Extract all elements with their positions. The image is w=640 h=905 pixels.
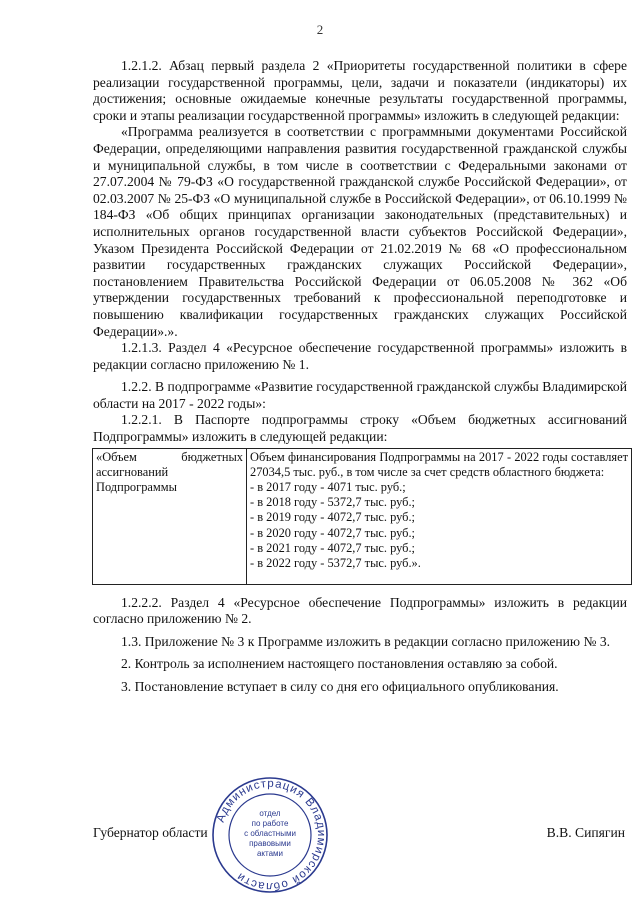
paragraph-program-quote: «Программа реализуется в соответствии с программными документами Российской Федерации, определяющими направления развития государственной гражданской службы и муниципальной службы, в том числе в соответствии с Федеральными законами от 27.07.2004 № 79-ФЗ «О государственной гражданской службе Российской Федерации», от 02.03.2007 № 25-ФЗ «О муниципальной службе в Российской Федерации», от 06.10.1999 № 184-ФЗ «Об общих принципах организации законодательных (представительных) и исполнительных органов государственной власти субъектов Российской Федерации», Указом Президента Российской Федерации от 21.02.2019 № 68 «О профессиональном развитии государственных гражданских служащих Российской Федерации», постановлением Правительства Российской Федерации от 06.05.2008 № 362 «Об утверждении государственных требований к профессиональной переподготовке и повышению квалификации государственных гражданских служащих Российской Федерации».».: [93, 124, 627, 339]
paragraph-1-2-2-2: 1.2.2.2. Раздел 4 «Ресурсное обеспечение Подпрограммы» изложить в редакции согласно приложению № 2.: [93, 594, 627, 627]
paragraph-1-3: 1.3. Приложение № 3 к Программе изложить в редакции согласно приложению № 3.: [121, 633, 611, 649]
stamp-center-line: по работе: [251, 819, 289, 828]
signatory-name: В.В. Сипягин: [546, 825, 625, 840]
paragraph-1-2-1-2: 1.2.1.2. Абзац первый раздела 2 «Приоритеты государственной политики в сфере реализации государственной программы, цели, задачи и показатели (индикаторы) их достижения; основные ожидаемые конечные результаты государственной программы, сроки и этапы реализации государственной программы» изложить в следующей редакции:: [93, 58, 627, 123]
budget-label-line: ассигнований: [96, 464, 169, 479]
budget-year-line: - в 2020 году - 4072,7 тыс. руб.;: [250, 525, 415, 540]
paragraph-3: 3. Постановление вступает в силу со дня его официального опубликования.: [121, 679, 559, 695]
stamp-center-line: правовыми: [249, 839, 291, 848]
table-row: [93, 448, 632, 584]
budget-row-label-cell: [93, 448, 247, 584]
budget-table: [92, 448, 632, 585]
stamp-center-line: актами: [256, 849, 284, 858]
official-stamp: [195, 776, 345, 894]
budget-year-line: - в 2021 году - 4072,7 тыс. руб.;: [250, 540, 415, 555]
paragraph-1-2-2: 1.2.2. В подпрограмме «Развитие государственной гражданской службы Владимирской области на 2017 - 2022 годы»:: [93, 379, 627, 411]
budget-year-line: - в 2017 году - 4071 тыс. руб.;: [250, 480, 406, 495]
paragraph-2: 2. Контроль за исполнением настоящего постановления оставляю за собой.: [121, 656, 558, 672]
budget-year-line: - в 2022 году - 5372,7 тыс. руб.».: [250, 556, 421, 571]
stamp-center: [244, 809, 296, 858]
paragraph-1-2-2-1: 1.2.2.1. В Паспорте подпрограммы строку «Объем бюджетных ассигнований Подпрограммы» изложить в следующей редакции:: [93, 412, 627, 445]
paragraph-1-2-1-3: 1.2.1.3. Раздел 4 «Ресурсное обеспечение государственной программы» изложить в редакции согласно приложению № 1.: [93, 340, 627, 372]
document-body: [93, 58, 627, 696]
budget-row-value-cell: [247, 448, 632, 584]
signatory-position: Губернатор области: [93, 825, 208, 840]
budget-year-line: - в 2019 году - 4072,7 тыс. руб.;: [250, 510, 415, 525]
budget-label-line: «Объем бюджетных: [96, 449, 243, 464]
stamp-center-line: с областными: [244, 829, 296, 838]
budget-label-line: Подпрограммы: [96, 480, 177, 495]
budget-intro: Объем финансирования Подпрограммы на 2017 - 2022 годы составляет 27034,5 тыс. руб., в том числе за счет средств областного бюджета:: [250, 449, 628, 479]
budget-year-line: - в 2018 году - 5372,7 тыс. руб.;: [250, 495, 415, 510]
stamp-ring-text: Администрация Владимирской области: [214, 777, 328, 893]
page-number: 2: [316, 22, 324, 37]
stamp-center-line: отдел: [259, 809, 281, 818]
